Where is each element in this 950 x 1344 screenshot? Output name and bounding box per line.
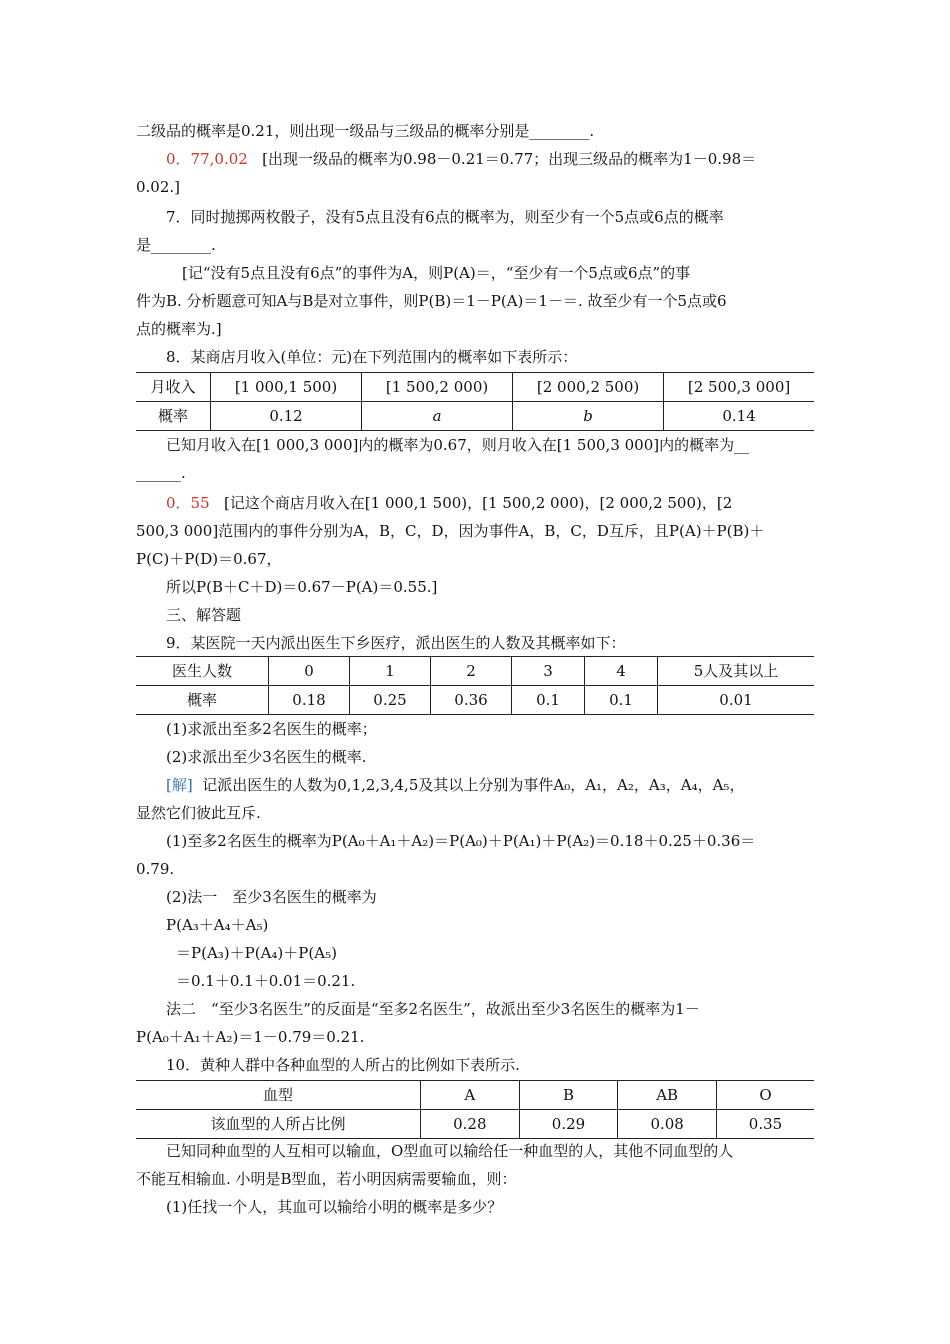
q9-alt-method-line-2: P(A₀＋A₁＋A₂)＝1－0.79＝0.21. [136,1028,365,1046]
q9-solution-intro-2: 显然它们彼此互斥. [136,804,261,822]
q6-answer-text: [出现一级品的概率为0.98－0.21＝0.77；出现三级品的概率为1－0.98＝ [262,150,757,168]
q9-solution-intro-1 [166,772,744,798]
table-cell: [1 500,2 000) [362,373,513,402]
q10-condition-line-1: 已知同种血型的人互相可以输血，O型血可以输给任一种血型的人，其他不同血型的人 [166,1142,734,1160]
table-cell: O [716,1081,814,1110]
q9-solution-2-step-3: ＝0.1＋0.1＋0.01＝0.21. [176,972,356,990]
q8-condition-line-1: 已知月收入在[1 000,3 000]内的概率为0.67，则月收入在[1 500,3 000]内的概率为__ [166,436,750,454]
table-cell: 0.1 [512,686,585,715]
table-cell: 5人及其以上 [658,657,815,686]
table-cell: 0.29 [519,1110,618,1139]
table-cell: 0.28 [421,1110,520,1139]
table-cell: 0.36 [431,686,512,715]
q9-solution-1-line-1: (1)至多2名医生的概率为P(A₀＋A₁＋A₂)＝P(A₀)＋P(A₁)＋P(A₂)＝0.18＋0.25＋0.36＝ [166,832,756,850]
table-cell: 0.1 [585,686,658,715]
q9-doctor-table [136,656,814,715]
table-cell: 月收入 [136,373,211,402]
q9-alt-method-line-1: 法二 “至少3名医生”的反面是“至多2名医生”，故派出至少3名医生的概率为1－ [166,1000,700,1018]
table-cell: 概率 [136,686,269,715]
table-cell: [2 000,2 500) [513,373,664,402]
q9-solution-1-line-2: 0.79. [136,860,175,878]
q6-answer-line-2: 0.02.] [136,178,181,196]
table-row [136,686,814,715]
q7-solution-line-3: 点的概率为.] [136,320,222,338]
q8-answer-line-3: P(C)＋P(D)＝0.67， [136,550,282,568]
table-cell: 0.35 [716,1110,814,1139]
q8-condition-line-2: ______. [136,464,186,482]
table-cell: 0.08 [618,1110,717,1139]
q9-solution-2-step-1: P(A₃＋A₄＋A₅) [166,916,269,934]
table-row [136,402,814,431]
section-heading: 三、解答题 [166,606,242,624]
solution-intro-text: 记派出医生的人数为0,1,2,3,4,5及其以上分别为事件A₀，A₁，A₂，A₃，A₄，A₅， [202,776,745,794]
table-cell: 2 [431,657,512,686]
q9-solution-2-heading: (2)法一 至少3名医生的概率为 [166,888,377,906]
table-cell: 1 [350,657,431,686]
q7-stem-line-1: 7．同时抛掷两枚骰子，没有5点且没有6点的概率为，则至少有一个5点或6点的概率 [166,208,724,226]
table-cell: 0.18 [269,686,350,715]
q7-solution-line-2: 件为B. 分析题意可知A与B是对立事件，则P(B)＝1－P(A)＝1－＝. 故至少有一个5点或6 [136,292,727,310]
table-cell: 0.14 [664,402,814,431]
table-header-row [136,1081,814,1110]
q6-answer-label: 0．77,0.02 [166,150,248,168]
table-cell: 0.01 [658,686,815,715]
solution-label: [解] [166,776,193,794]
table-cell: 该血型的人所占比例 [136,1110,421,1139]
table-cell: B [519,1081,618,1110]
table-cell: 概率 [136,402,211,431]
q10-part-1: (1)任找一个人，其血可以输给小明的概率是多少？ [166,1198,503,1216]
table-cell: [1 000,1 500) [211,373,362,402]
table-cell: [2 500,3 000] [664,373,814,402]
table-cell: 血型 [136,1081,421,1110]
q6-answer-line-1 [166,146,756,172]
table-cell: 4 [585,657,658,686]
q7-stem-line-2: 是________. [136,236,216,254]
q6-stem-line: 二级品的概率是0.21，则出现一级品与三级品的概率分别是________. [136,122,595,140]
table-cell: 0.25 [350,686,431,715]
table-cell: AB [618,1081,717,1110]
table-cell: 0.12 [211,402,362,431]
q8-stem: 8．某商店月收入(单位：元)在下列范围内的概率如下表所示： [166,348,578,366]
q10-stem: 10．黄种人群中各种血型的人所占的比例如下表所示. [166,1056,520,1074]
table-cell: a [362,402,513,431]
q8-answer-line-4: 所以P(B＋C＋D)＝0.67－P(A)＝0.55.] [166,578,438,596]
q7-solution-line-1: [记“没有5点且没有6点”的事件为A，则P(A)＝，“至少有一个5点或6点”的事 [182,264,691,282]
q8-answer-line-1 [166,490,732,516]
q9-part-2: (2)求派出至少3名医生的概率. [166,748,367,766]
q10-condition-line-2: 不能互相输血. 小明是B型血，若小明因病需要输血，则： [136,1170,517,1188]
table-cell: A [421,1081,520,1110]
q9-stem: 9．某医院一天内派出医生下乡医疗，派出医生的人数及其概率如下： [166,634,626,652]
table-row [136,1110,814,1139]
table-header-row [136,657,814,686]
table-cell: 0 [269,657,350,686]
q8-answer-label: 0．55 [166,494,210,512]
table-cell: 3 [512,657,585,686]
q8-income-table [136,372,814,431]
table-cell: b [513,402,664,431]
q9-part-1: (1)求派出至多2名医生的概率； [166,720,377,738]
table-header-row [136,373,814,402]
q10-blood-type-table [136,1080,814,1139]
q8-answer-text: [记这个商店月收入在[1 000,1 500)，[1 500,2 000)，[2 000,2 500)，[2 [223,494,733,512]
table-cell: 医生人数 [136,657,269,686]
q8-answer-line-2: 500,3 000]范围内的事件分别为A，B，C，D，因为事件A，B，C，D互斥，且P(A)＋P(B)＋ [136,522,765,540]
q9-solution-2-step-2: ＝P(A₃)＋P(A₄)＋P(A₅) [176,944,337,962]
